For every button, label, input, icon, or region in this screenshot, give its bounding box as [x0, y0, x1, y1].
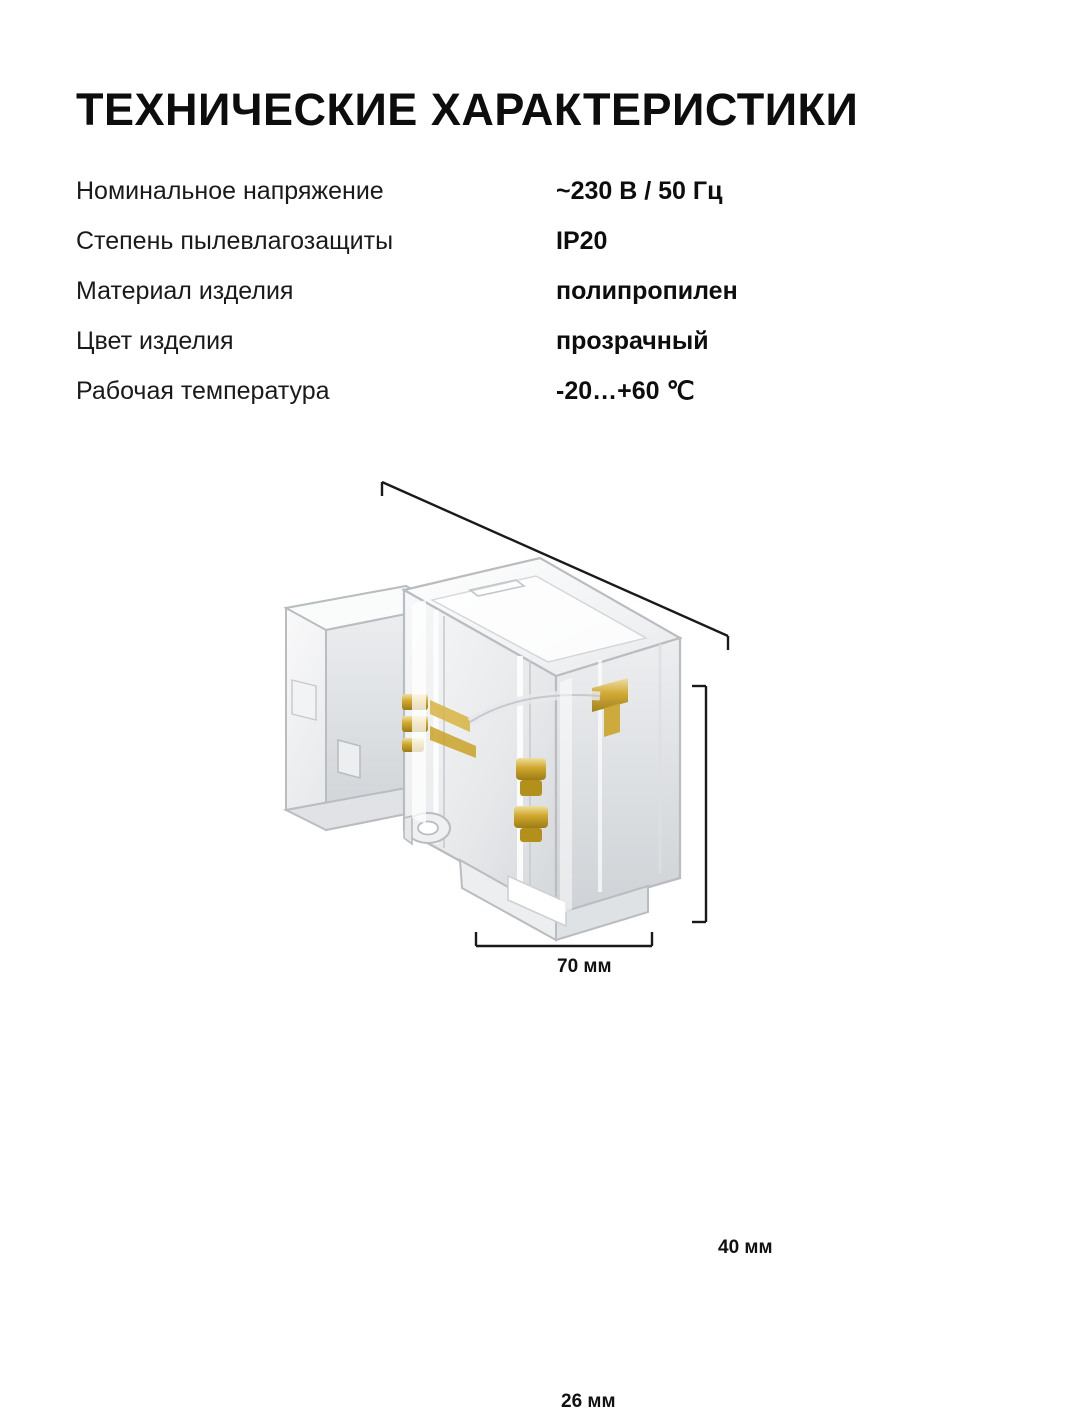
dimension-label-bottom: 26 мм	[561, 1391, 616, 1412]
spec-label: Цвет изделия	[76, 326, 234, 355]
table-row	[76, 366, 876, 416]
dimension-label-right: 40 мм	[718, 1237, 773, 1258]
table-row	[76, 166, 876, 216]
spec-label: Материал изделия	[76, 276, 294, 305]
product-body	[286, 558, 680, 940]
page-title: ТЕХНИЧЕСКИЕ ХАРАКТЕРИСТИКИ	[76, 84, 859, 135]
table-row	[76, 316, 876, 366]
table-row	[76, 216, 876, 266]
spec-value: прозрачный	[556, 326, 709, 355]
spec-value: IP20	[556, 226, 608, 255]
product-drawing-svg	[0, 440, 1080, 1060]
dimension-label-top: 70 мм	[557, 956, 612, 977]
specifications-table	[76, 166, 876, 416]
spec-value: -20…+60 ℃	[556, 377, 695, 405]
dimension-line-right	[692, 686, 706, 922]
spec-label: Номинальное напряжение	[76, 176, 384, 205]
spec-label: Рабочая температура	[76, 376, 330, 405]
spec-value: ~230 В / 50 Гц	[556, 176, 723, 205]
product-illustration	[0, 440, 1080, 1412]
spec-value: полипропилен	[556, 276, 738, 305]
table-row	[76, 266, 876, 316]
spec-label: Степень пылевлагозащиты	[76, 226, 394, 255]
